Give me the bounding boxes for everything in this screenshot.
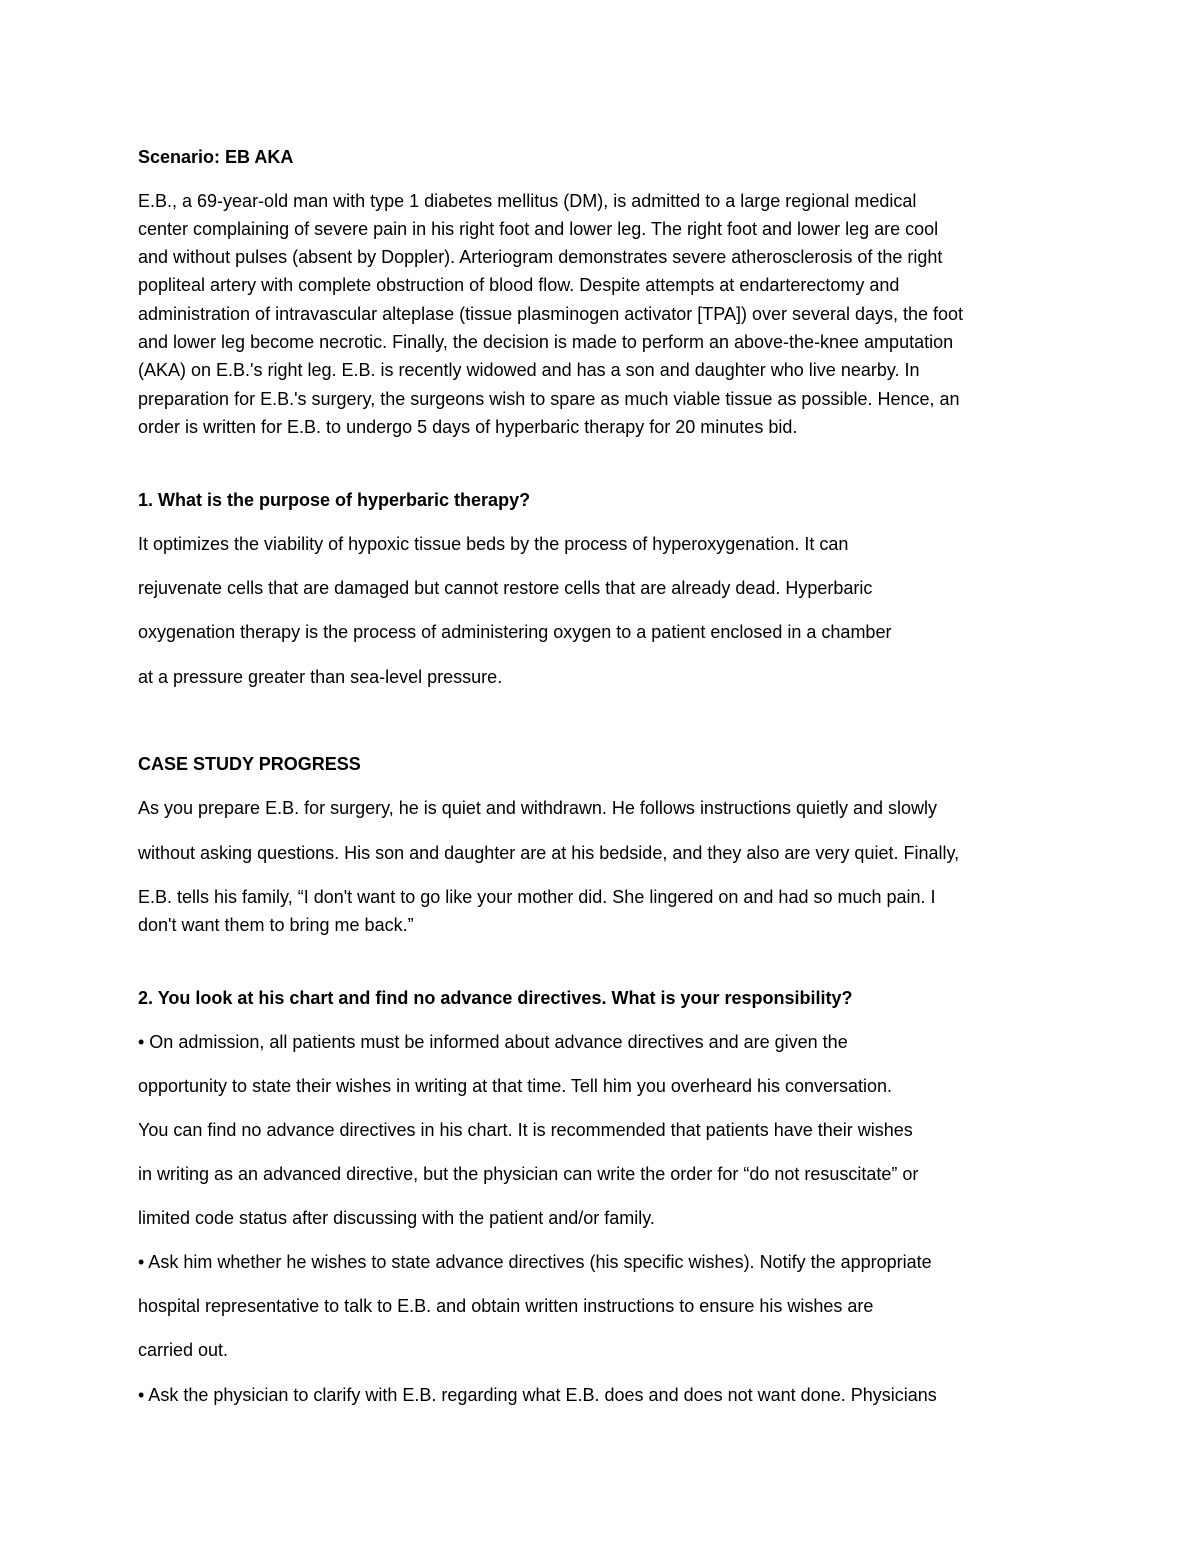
scenario-line: and lower leg become necrotic. Finally, the decision is made to perform an above-the-knee amputation	[138, 332, 954, 352]
document-title: Scenario: EB AKA	[138, 147, 294, 167]
answer-line: at a pressure greater than sea-level pressure.	[138, 667, 503, 687]
answer-line: rejuvenate cells that are damaged but cannot restore cells that are already dead. Hyperbaric	[138, 578, 873, 598]
progress-line: don't want them to bring me back.”	[138, 915, 414, 935]
question-2-heading: 2. You look at his chart and find no advance directives. What is your responsibility?	[138, 988, 853, 1008]
progress-line: without asking questions. His son and daughter are at his bedside, and they also are very quiet. Finally,	[138, 843, 960, 863]
answer-line: oxygenation therapy is the process of administering oxygen to a patient enclosed in a chamber	[138, 622, 892, 642]
scenario-line: preparation for E.B.'s surgery, the surgeons wish to spare as much viable tissue as possible. Hence, an	[138, 389, 960, 409]
answer-line: • Ask the physician to clarify with E.B. regarding what E.B. does and does not want done. Physicians	[138, 1385, 937, 1405]
question-1-heading: 1. What is the purpose of hyperbaric therapy?	[138, 490, 531, 510]
scenario-line: E.B., a 69-year-old man with type 1 diabetes mellitus (DM), is admitted to a large regional medical	[138, 191, 917, 211]
progress-line: As you prepare E.B. for surgery, he is quiet and withdrawn. He follows instructions quietly and slowly	[138, 798, 938, 818]
progress-line: E.B. tells his family, “I don't want to go like your mother did. She lingered on and had so much pain. I	[138, 887, 936, 907]
answer-line: • On admission, all patients must be informed about advance directives and are given the	[138, 1032, 848, 1052]
progress-heading: CASE STUDY PROGRESS	[138, 754, 361, 774]
scenario-line: center complaining of severe pain in his right foot and lower leg. The right foot and lower leg are cool	[138, 219, 939, 239]
answer-line: It optimizes the viability of hypoxic tissue beds by the process of hyperoxygenation. It can	[138, 534, 849, 554]
answer-line: in writing as an advanced directive, but the physician can write the order for “do not resuscitate” or	[138, 1164, 919, 1184]
scenario-line: and without pulses (absent by Doppler). Arteriogram demonstrates severe atherosclerosis of the right	[138, 247, 943, 267]
answer-line: • Ask him whether he wishes to state advance directives (his specific wishes). Notify the appropriate	[138, 1252, 932, 1272]
answer-line: You can find no advance directives in his chart. It is recommended that patients have their wishes	[138, 1120, 913, 1140]
scenario-line: order is written for E.B. to undergo 5 days of hyperbaric therapy for 20 minutes bid.	[138, 417, 798, 437]
scenario-line: popliteal artery with complete obstruction of blood flow. Despite attempts at endarterectomy and	[138, 275, 900, 295]
scenario-line: (AKA) on E.B.'s right leg. E.B. is recently widowed and has a son and daughter who live nearby. In	[138, 360, 920, 380]
answer-line: opportunity to state their wishes in writing at that time. Tell him you overheard his conversation.	[138, 1076, 893, 1096]
answer-line: hospital representative to talk to E.B. and obtain written instructions to ensure his wishes are	[138, 1296, 874, 1316]
answer-line: carried out.	[138, 1340, 229, 1360]
answer-line: limited code status after discussing with the patient and/or family.	[138, 1208, 655, 1228]
scenario-line: administration of intravascular alteplase (tissue plasminogen activator [TPA]) over several days, the foot	[138, 304, 964, 324]
